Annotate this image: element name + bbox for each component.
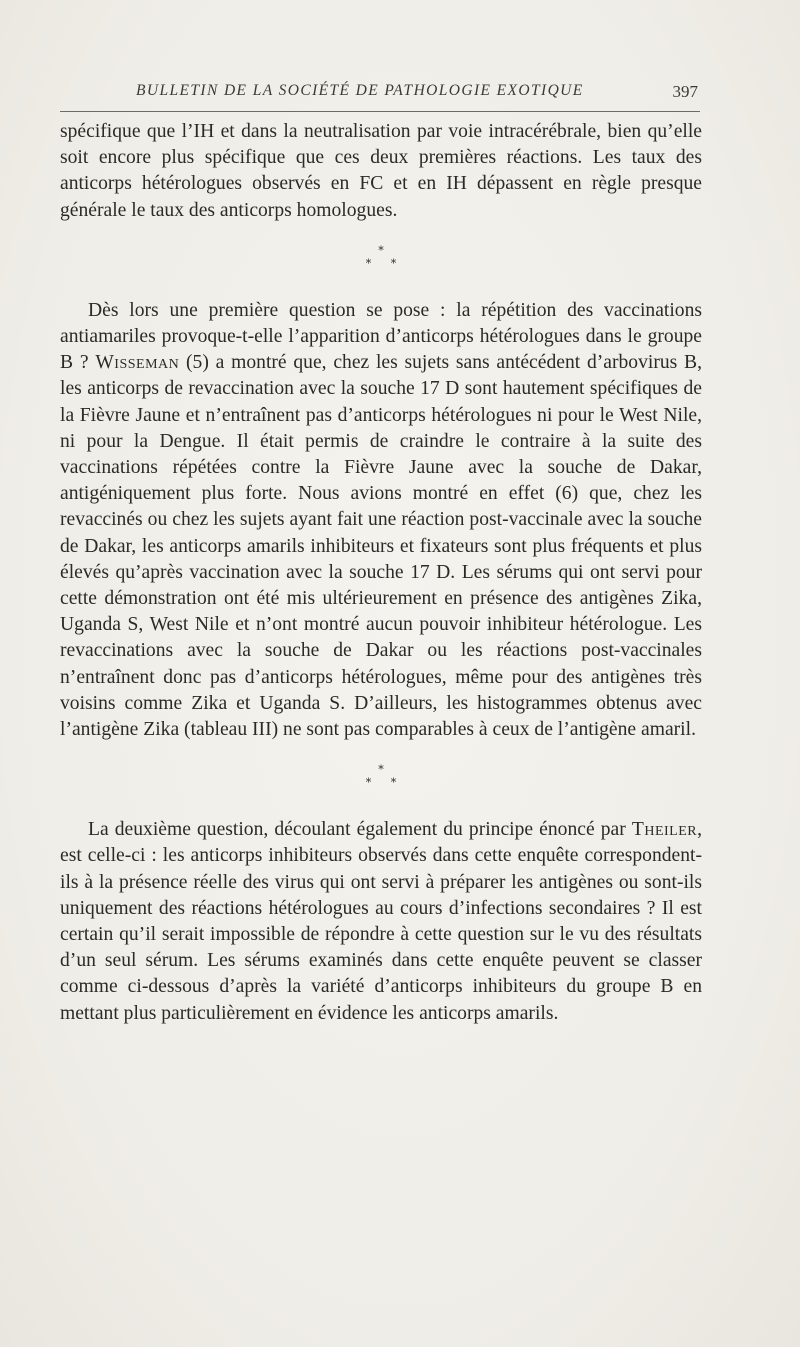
asterism-star-bottom: * * <box>365 256 405 270</box>
page-number: 397 <box>672 82 698 101</box>
paragraph-2-text-a: Dès lors une première question se pose : la répétition des vaccinations antiamariles provoque-t-elle l’apparition d’anticorps hétérologues dans le groupe B ? <box>60 299 702 374</box>
asterism-star-top: * <box>378 763 384 777</box>
paragraph-3-text-a: La deuxième question, découlant également du principe énoncé par <box>88 819 632 841</box>
body-text <box>60 119 702 1027</box>
paragraph-3-text-b: , est celle-ci : les anticorps inhibiteurs observés dans cette enquête correspondent-ils à la présence réelle des virus qui ont servi à préparer les antigènes ou sont-ils uniquement des réactions hétérologues au cours d’infections secondaires ? Il est certain qu’il serait impossible de répondre à cette question sur le vu des résultats d’un seul sérum. Les sérums examinés dans cette enquête peuvent se classer comme ci-dessous d’après la variété d’anticorps inhibiteurs du groupe B en mettant plus particulièrement en évidence les anticorps amarils. <box>60 819 702 1024</box>
paragraph-2 <box>60 298 702 743</box>
paragraph-2-text-b: (5) a montré que, chez les sujets sans antécédent d’arbovirus B, les anticorps de revaccination avec la souche 17 D sont hautement spécifiques de la Fièvre Jaune et n’entraînent pas d’anticorps hétérologues ni pour le West Nile, ni pour la Dengue. Il était permis de craindre le contraire à la suite des vaccinations répétées contre la Fièvre Jaune avec la souche de Dakar, antigéniquement plus forte. Nous avions montré en effet (6) que, chez les revaccinés ou chez les sujets ayant fait une réaction post-vaccinale avec la souche de Dakar, les anticorps amarils inhibiteurs et fixateurs sont plus fréquents et plus élevés qu’après vaccination avec la souche 17 D. Les sérums qui ont servi pour cette démonstration ont été mis ultérieurement en présence des antigènes Zika, Uganda S, West Nile et n’ont montré aucun pouvoir inhibiteur hétérologue. Les revaccinations avec la souche de Dakar ou les réactions post-vaccinales n’entraînent donc pas d’anticorps hétérologues, même pour des antigènes très voisins comme Zika et Uganda S. D’ailleurs, les histogrammes obtenus avec l’antigène Zika (tableau III) ne sont pas comparables à ceux de l’antigène amaril. <box>60 352 703 741</box>
author-wisseman: Wisseman <box>95 352 180 374</box>
paragraph-1: spécifique que l’IH et dans la neutralisation par voie intracérébrale, bien qu’elle soit encore plus spécifique que ces deux premières réactions. Les taux des anticorps hétérologues observés en FC et en IH dépassent en règle presque générale le taux des anticorps homologues. <box>60 121 702 221</box>
header-rule <box>60 111 700 112</box>
page-header <box>60 78 700 106</box>
asterism-2 <box>60 743 702 817</box>
running-head: BULLETIN DE LA SOCIÉTÉ DE PATHOLOGIE EXOTIQUE <box>136 82 584 99</box>
author-theiler: Theiler <box>631 819 698 841</box>
paragraph-3 <box>60 817 702 1027</box>
asterism-star-bottom: * * <box>365 776 405 790</box>
asterism-star-top: * <box>378 243 384 257</box>
asterism-1 <box>60 224 702 298</box>
